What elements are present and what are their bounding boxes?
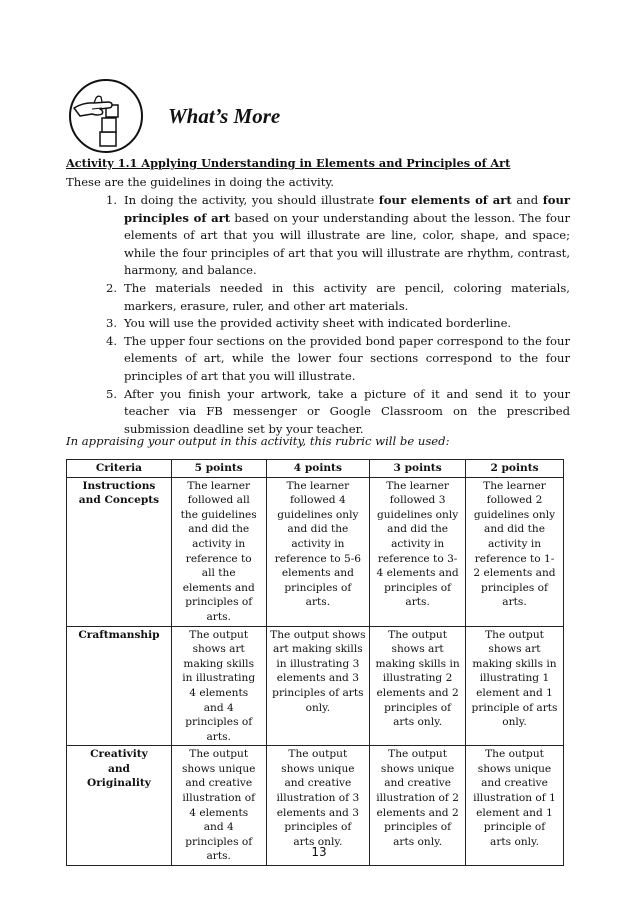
guidelines-list <box>106 192 570 438</box>
table-cell: The output shows art making skills in illustrating 1 element and 1 principle of arts only. <box>466 626 564 746</box>
column-header: 5 points <box>171 460 266 478</box>
table-cell: The learner followed all the guidelines and did the activity in reference to all the elements and principles of arts. <box>171 477 266 626</box>
list-number: 1. <box>106 193 118 207</box>
list-item <box>106 315 570 333</box>
list-item <box>106 333 570 386</box>
table-row <box>67 626 564 746</box>
hand-stacking-blocks-icon <box>68 78 144 154</box>
table-row <box>67 477 564 626</box>
table-cell: The output shows unique and creative illustration of 3 elements and 3 principles of arts only. <box>266 746 370 866</box>
guideline-text: and <box>511 193 543 207</box>
list-number: 3. <box>106 316 118 331</box>
list-item <box>106 192 570 280</box>
list-item <box>106 280 570 315</box>
section-title: What’s More <box>168 104 281 128</box>
table-cell: The output shows unique and creative illustration of 2 elements and 2 principles of arts only. <box>370 746 466 866</box>
column-header: 3 points <box>370 460 466 478</box>
table-header-row <box>67 460 564 478</box>
list-number: 5. <box>106 386 118 401</box>
criteria-cell: Creativity and Originality <box>67 746 172 866</box>
table-cell: The learner followed 4 guidelines only and did the activity in reference to 5-6 elements and principles of arts. <box>266 477 370 626</box>
guideline-text: You will use the provided activity sheet with indicated borderline. <box>124 316 512 331</box>
guideline-text: The materials needed in this activity are pencil, coloring materials, markers, erasure, ruler, and other art materials. <box>124 280 570 313</box>
list-item <box>106 386 570 439</box>
table-cell: The output shows art making skills in illustrating 4 elements and 4 principles of arts. <box>171 626 266 746</box>
table-cell: The output shows art making skills in illustrating 3 elements and 3 principles of arts only. <box>266 626 370 746</box>
list-number: 2. <box>106 280 118 295</box>
guideline-text: After you finish your artwork, take a picture of it and send it to your teacher via FB messenger or Google Classroom on the prescribed submission deadline set by your teacher. <box>124 386 570 436</box>
criteria-cell: Instructions and Concepts <box>67 477 172 626</box>
activity-title: Activity 1.1 Applying Understanding in Elements and Principles of Art <box>66 156 511 170</box>
list-number: 4. <box>106 333 118 348</box>
guideline-emphasis: four principles of art <box>124 193 570 225</box>
activity-intro: These are the guidelines in doing the activity. <box>66 175 335 189</box>
criteria-cell: Craftmanship <box>67 626 172 746</box>
column-header: 4 points <box>266 460 370 478</box>
table-cell: The output shows unique and creative illustration of 4 elements and 4 principles of arts. <box>171 746 266 866</box>
column-header: Criteria <box>67 460 172 478</box>
rubric-table <box>66 459 564 866</box>
table-cell: The learner followed 3 guidelines only and did the activity in reference to 3-4 elements and principles of arts. <box>370 477 466 626</box>
guideline-emphasis: four elements of art <box>378 193 512 207</box>
guideline-text: In doing the activity, you should illustrate <box>124 193 379 207</box>
column-header: 2 points <box>466 460 564 478</box>
section-header <box>68 78 588 156</box>
guideline-text: The upper four sections on the provided bond paper correspond to the four elements of art, while the lower four sections correspond to the four principles of art that you will illustrate. <box>124 333 570 383</box>
rubric-intro: In appraising your output in this activity, this rubric will be used: <box>66 434 450 448</box>
table-cell: The output shows art making skills in illustrating 2 elements and 2 principles of arts only. <box>370 626 466 746</box>
page-number: 13 <box>311 845 327 859</box>
guideline-text: based on your understanding about the lesson. The four elements of art that you will illustrate are line, color, shape, and space; while the four principles of art that you will illustrate are rhythm, contrast, harmony, and balance. <box>124 210 571 278</box>
table-cell: The learner followed 2 guidelines only and did the activity in reference to 1-2 elements and principles of arts. <box>466 477 564 626</box>
table-cell: The output shows unique and creative illustration of 1 element and 1 principle of arts only. <box>466 746 564 866</box>
